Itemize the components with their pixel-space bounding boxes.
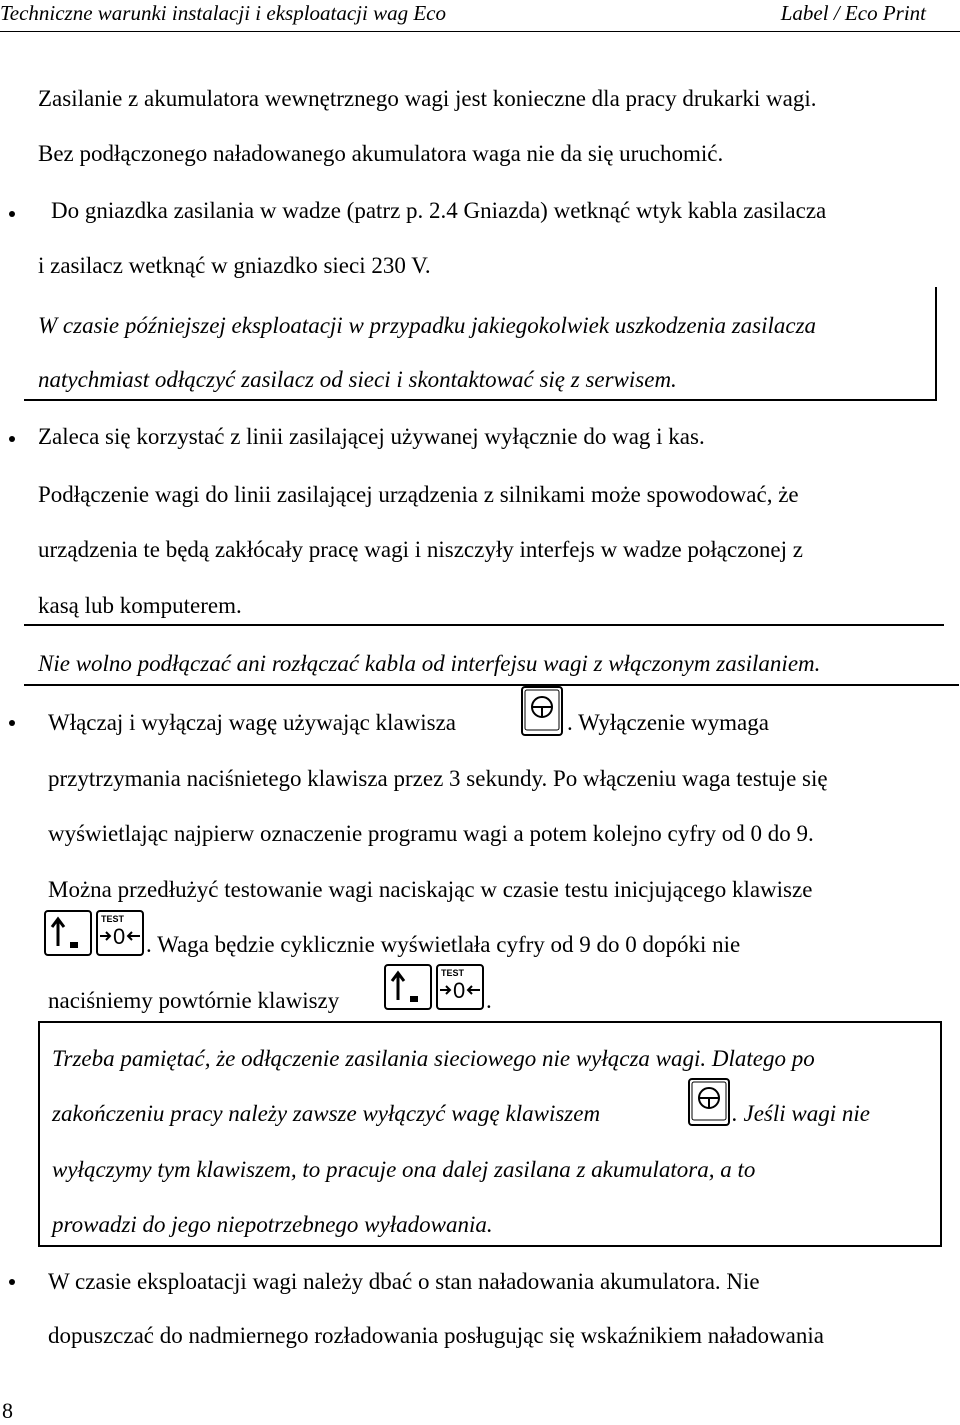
text-line: . — [486, 988, 492, 1013]
page-number: 8 — [2, 1398, 13, 1423]
text-line: W czasie eksploatacji wagi należy dbać o stan naładowania akumulatora. Nie — [48, 1269, 760, 1294]
warning-text: W czasie późniejszej eksploatacji w przypadku jakiegokolwiek uszkodzenia zasilacza — [38, 313, 817, 338]
warning-text: prowadzi do jego niepotrzebnego wyładowania. — [52, 1212, 493, 1237]
warning-text: wyłączymy tym klawiszem, to pracuje ona dalej zasilana z akumulatora, a to — [52, 1157, 756, 1182]
text-line: przytrzymania naciśnietego klawisza przez 3 sekundy. Po włączeniu waga testuje się — [48, 766, 828, 791]
svg-text:0: 0 — [453, 978, 466, 1003]
header-product: Label / Eco Print — [780, 1, 926, 25]
text-line: urządzenia te będą zakłócały pracę wagi i niszczyły interfejs w wadze połączonej z — [38, 537, 803, 562]
text-line: Podłączenie wagi do linii zasilającej urządzenia z silnikami może spowodować, że — [38, 482, 799, 507]
bullet-icon — [9, 211, 15, 217]
text-line: Można przedłużyć testowanie wagi naciskając w czasie testu inicjującego klawisze — [48, 877, 813, 902]
svg-text:TEST: TEST — [101, 914, 125, 924]
text-line: Zasilanie z akumulatora wewnętrznego wagi jest konieczne dla pracy drukarki wagi. — [38, 86, 817, 111]
shift-key-icon — [44, 910, 92, 956]
text-line: dopuszczać do nadmiernego rozładowania posługując się wskaźnikiem naładowania — [48, 1323, 824, 1348]
text-line: naciśniemy powtórnie klawiszy — [48, 988, 340, 1013]
bullet-icon — [9, 1279, 15, 1285]
interface-warning-rule — [24, 684, 959, 686]
warning-text: Trzeba pamiętać, że odłączenie zasilania sieciowego nie wyłącza wagi. Dlatego po — [52, 1046, 815, 1071]
test-zero-key-icon — [436, 964, 484, 1010]
svg-text:TEST: TEST — [441, 968, 465, 978]
shift-key-icon — [384, 964, 432, 1010]
text-line: Zaleca się korzystać z linii zasilającej używanej wyłącznie do wag i kas. — [38, 424, 705, 449]
svg-text:0: 0 — [113, 924, 126, 949]
text-line: . Waga będzie cyklicznie wyświetlała cyfry od 9 do 0 dopóki nie — [146, 932, 741, 957]
warning-text: Nie wolno podłączać ani rozłączać kabla od interfejsu wagi z włączonym zasilaniem. — [38, 651, 821, 676]
warning-text: . Jeśli wagi nie — [732, 1101, 870, 1126]
text-line: Bez podłączonego naładowanego akumulatora waga nie da się uruchomić. — [38, 141, 724, 166]
warning-text: natychmiast odłączyć zasilacz od sieci i skontaktować się z serwisem. — [38, 367, 677, 392]
text-line: wyświetlając najpierw oznaczenie programu wagi a potem kolejno cyfry od 0 do 9. — [48, 821, 814, 846]
warning-text: zakończeniu pracy należy zawsze wyłączyć wagę klawiszem — [52, 1101, 601, 1126]
text-line: Do gniazdka zasilania w wadze (patrz p. 2.4 Gniazda) wetknąć wtyk kabla zasilacza — [51, 198, 827, 223]
text-line: Włączaj i wyłączaj wagę używając klawisza — [48, 710, 457, 735]
bullet-icon — [9, 720, 15, 726]
power-key-icon — [521, 686, 563, 736]
test-zero-key-icon — [96, 910, 144, 956]
bullet-icon — [9, 436, 15, 442]
power-key-icon — [688, 1078, 730, 1126]
header-title: Techniczne warunki instalacji i eksploatacji wag Eco — [0, 1, 447, 25]
header-divider — [0, 31, 960, 32]
text-line: . Wyłączenie wymaga — [567, 710, 769, 735]
text-line: kasą lub komputerem. — [38, 593, 242, 618]
text-line: i zasilacz wetknąć w gniazdko sieci 230 V. — [38, 253, 431, 278]
